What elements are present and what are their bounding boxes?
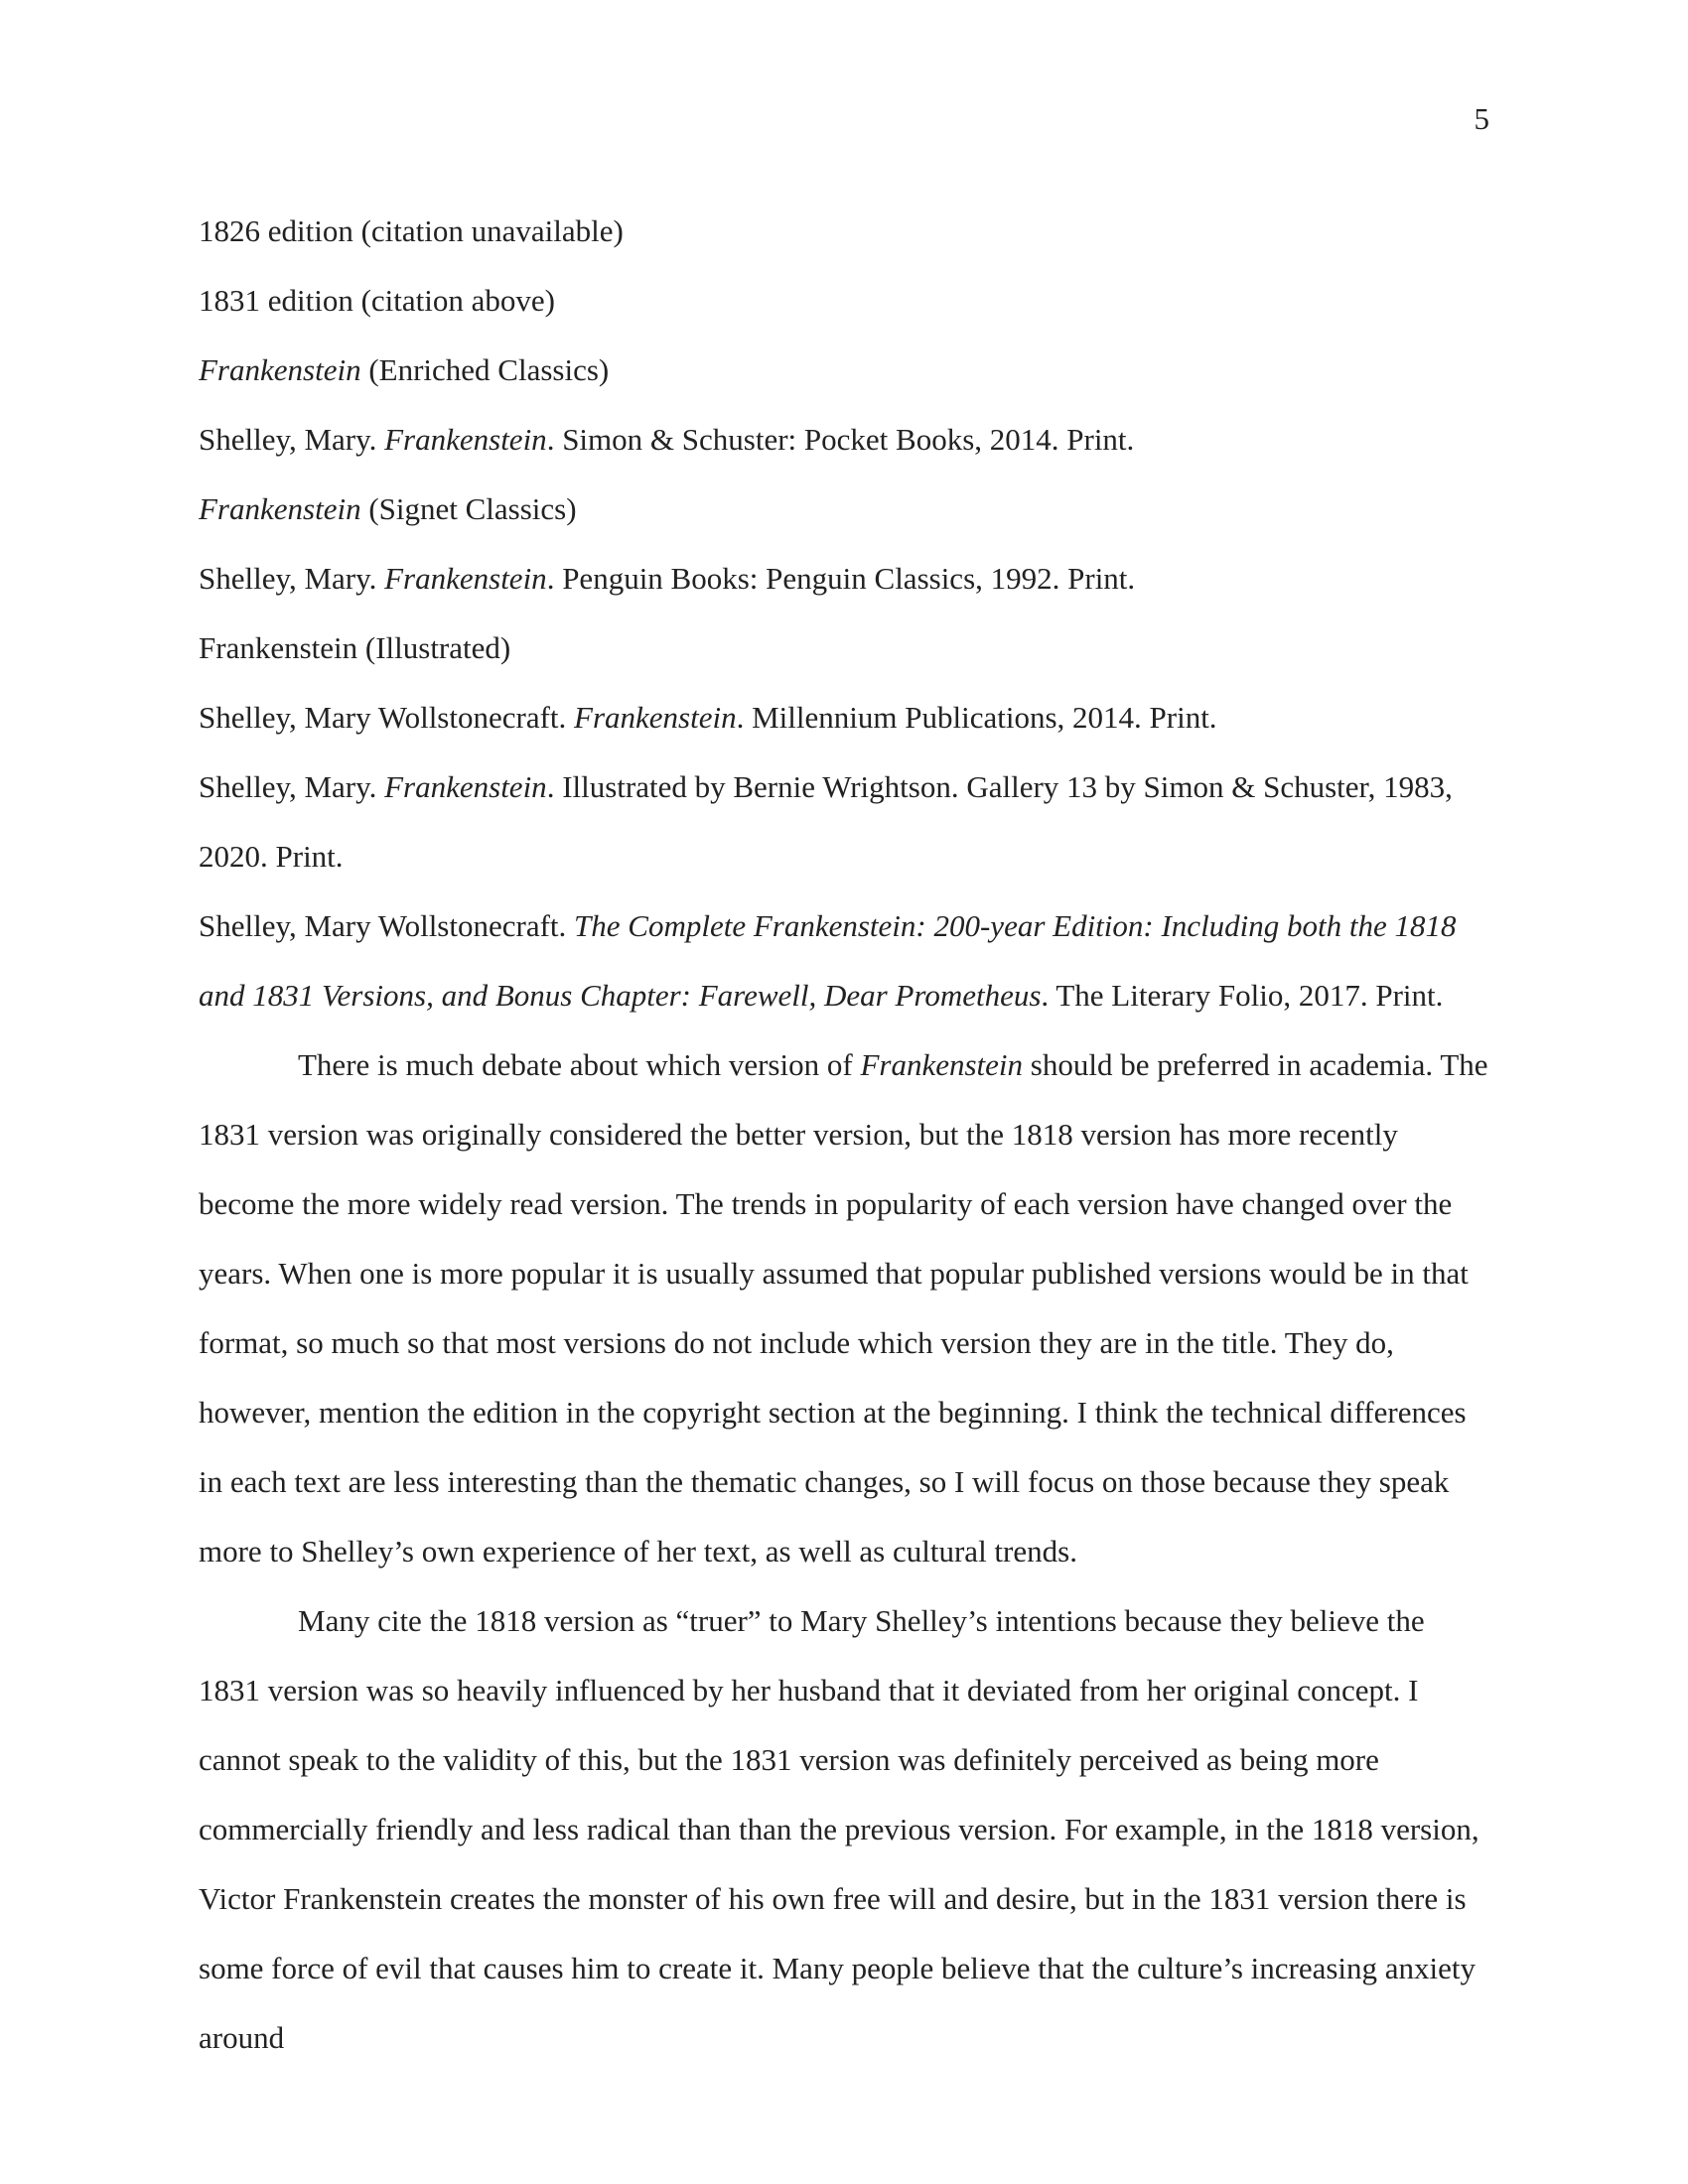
edition-1831-line: 1831 edition (citation above) (199, 283, 555, 318)
citation-author: Shelley, Mary. (199, 561, 385, 596)
book-title: Frankenstein (199, 491, 361, 526)
enriched-classics-heading (199, 336, 1489, 405)
illustrated-heading: Frankenstein (Illustrated) (199, 630, 511, 665)
book-title: Frankenstein (384, 561, 547, 596)
citation-publisher: . Millennium Publications, 2014. Print. (736, 700, 1217, 735)
book-title: Frankenstein (860, 1047, 1024, 1082)
citation-complete-frankenstein-continued (199, 961, 1489, 1030)
citation-author: Shelley, Mary. (199, 422, 385, 457)
citation-author: Shelley, Mary Wollstonecraft. (199, 908, 575, 943)
citation-publisher: . Simon & Schuster: Pocket Books, 2014. Print. (546, 422, 1135, 457)
citation-publisher: . Illustrated by Bernie Wrightson. Gallery 13 by Simon & Schuster, 1983, (546, 769, 1453, 804)
paragraph-text: There is much debate about which version of (298, 1047, 861, 1082)
book-title: The Complete Frankenstein: 200-year Edition: Including both the 1818 (574, 908, 1457, 943)
paragraph-truer-version: Many cite the 1818 version as “truer” to Mary Shelley’s intentions because they believe the 1831 version was so heavily influenced by her husband that it deviated from her original concept. I cannot speak to the validity of this, but the 1831 version was definitely perceived as being more commercially friendly and less radical than than the previous version. For example, in the 1818 version, Victor Frankenstein creates the monster of his own free will and desire, but in the 1831 version there is some force of evil that causes him to create it. Many people believe that the culture’s increasing anxiety around (199, 1603, 1479, 2055)
citation-gallery-13 (199, 752, 1489, 822)
signet-classics-heading (199, 475, 1489, 544)
citation-publisher: . The Literary Folio, 2017. Print. (1041, 978, 1444, 1013)
citation-publisher: . Penguin Books: Penguin Classics, 1992. Print. (546, 561, 1136, 596)
book-title: Frankenstein (384, 422, 547, 457)
heading-text: (Signet Classics) (360, 491, 577, 526)
page-number: 5 (1474, 101, 1489, 136)
citation-author: Shelley, Mary. (199, 769, 385, 804)
citation-pocket-books (199, 405, 1489, 475)
citation-millennium (199, 683, 1489, 752)
paragraph-text: should be preferred in academia. The 1831 version was originally considered the better version, but the 1818 version has more recently become the more widely read version. The trends in popularity of each version have changed over the years. When one is more popular it is usually assumed that popular published versions would be in that format, so much so that most versions do not include which version they are in the title. They do, however, mention the edition in the copyright section at the beginning. I think the technical differences in each text are less interesting than the thematic changes, so I will focus on those because they speak more to Shelley’s own experience of her text, as well as cultural trends. (199, 1047, 1488, 1569)
document-body (199, 197, 1489, 2073)
book-title: and 1831 Versions, and Bonus Chapter: Farewell, Dear Prometheus (199, 978, 1042, 1013)
citation-complete-frankenstein (199, 891, 1489, 961)
citation-gallery-13-continued: 2020. Print. (199, 839, 344, 874)
book-title: Frankenstein (384, 769, 547, 804)
book-title: Frankenstein (574, 700, 737, 735)
citation-penguin (199, 544, 1489, 614)
citation-author: Shelley, Mary Wollstonecraft. (199, 700, 575, 735)
edition-1826-line: 1826 edition (citation unavailable) (199, 213, 624, 248)
book-title: Frankenstein (199, 352, 361, 387)
paragraph-version-debate (199, 1030, 1489, 1586)
heading-text: (Enriched Classics) (360, 352, 610, 387)
